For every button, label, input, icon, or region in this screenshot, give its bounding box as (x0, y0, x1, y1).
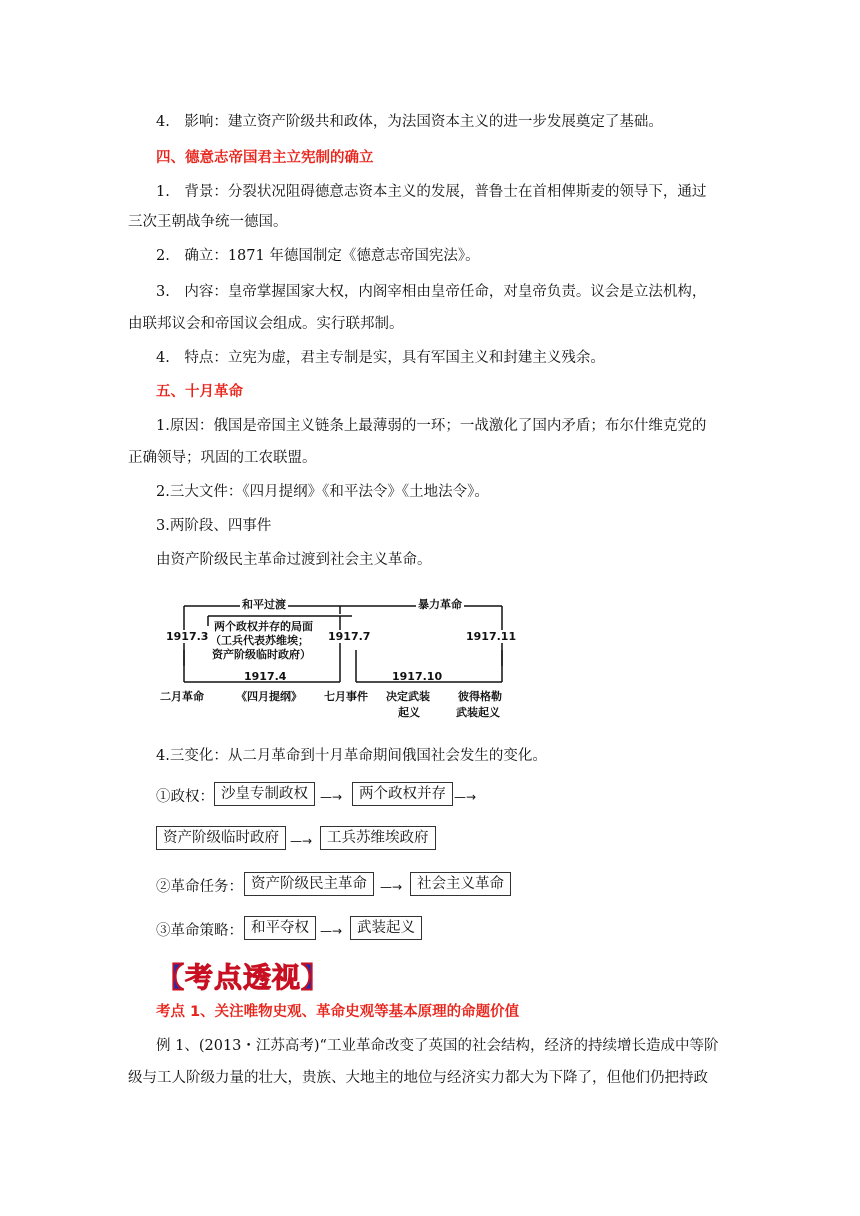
exam-point-banner (156, 956, 330, 996)
change-box: 社会主义革命 (410, 872, 511, 896)
timeline-date: 1917.7 (328, 630, 371, 643)
change-box: 和平夺权 (244, 916, 316, 940)
arrow-icon: —→ (320, 924, 343, 938)
text-line: 三次王朝战争统一德国。 (128, 214, 288, 230)
text-line: 3.两阶段、四事件 (156, 518, 272, 534)
arrow-icon: —→ (320, 790, 343, 804)
text-line: 由资产阶级民主革命过渡到社会主义革命。 (156, 552, 432, 568)
change-box: 两个政权并存 (352, 782, 453, 806)
timeline-event: 二月革命 (160, 690, 204, 703)
timeline-date: 1917.10 (392, 670, 443, 683)
timeline-diagram (160, 590, 520, 730)
timeline-date: 1917.4 (244, 670, 287, 683)
text-line: 3. 内容：皇帝掌握国家大权，内阁宰相由皇帝任命，对皇帝负责。议会是立法机构， (156, 284, 707, 300)
timeline-event: 七月事件 (324, 690, 368, 703)
change-box: 工兵苏维埃政府 (320, 826, 436, 850)
timeline-date: 1917.3 (166, 630, 209, 643)
power-label: ①政权： (156, 789, 214, 805)
section-heading: 五、十月革命 (156, 384, 243, 400)
exam-point-heading: 考点 1、关注唯物史观、革命史观等基本原理的命题价值 (156, 1004, 520, 1020)
timeline-event: 《四月提纲》 (236, 690, 302, 703)
change-box: 沙皇专制政权 (214, 782, 315, 806)
change-box: 资产阶级临时政府 (156, 826, 286, 850)
timeline-event: 决定武装 (386, 690, 430, 703)
arrow-icon: —→ (290, 834, 313, 848)
text-line: 2. 确立：1871 年德国制定《德意志帝国宪法》。 (156, 248, 480, 264)
timeline-dual-power: 两个政权并存的局面 (214, 620, 313, 633)
banner-text: 【考点透视】 (156, 961, 331, 994)
text-line: 4. 影响：建立资产阶级共和政体，为法国资本主义的进一步发展奠定了基础。 (156, 114, 663, 130)
text-line: 4. 特点：立宪为虚，君主专制是实，具有军国主义和封建主义残余。 (156, 350, 605, 366)
text-line: 1. 背景：分裂状况阻碍德意志资本主义的发展，普鲁士在首相俾斯麦的领导下，通过 (156, 184, 707, 200)
text-line: 4.三变化：从二月革命到十月革命期间俄国社会发生的变化。 (156, 748, 547, 764)
section-heading: 四、德意志帝国君主立宪制的确立 (156, 150, 374, 166)
arrow-icon: —→ (380, 880, 403, 894)
change-box: 武装起义 (350, 916, 422, 940)
timeline-dual-power: （工兵代表苏维埃； (210, 634, 309, 647)
timeline-dual-power: 资产阶级临时政府） (212, 648, 311, 661)
timeline-violence-label: 暴力革命 (418, 598, 462, 611)
example-text: 例 1、(2013・江苏高考)“工业革命改变了英国的社会结构，经济的持续增长造成中等阶 (156, 1038, 719, 1054)
strategy-label: ③革命策略： (156, 923, 243, 939)
arrow-icon: —→ (454, 790, 477, 804)
timeline-peace-label: 和平过渡 (242, 598, 286, 611)
text-line: 正确领导；巩固的工农联盟。 (128, 450, 317, 466)
timeline-event: 武装起义 (456, 706, 500, 719)
example-text: 级与工人阶级力量的壮大，贵族、大地主的地位与经济实力都大为下降了，但他们仍把持政 (128, 1070, 708, 1086)
timeline-date: 1917.11 (466, 630, 517, 643)
change-box: 资产阶级民主革命 (244, 872, 374, 896)
text-line: 由联邦议会和帝国议会组成。实行联邦制。 (128, 316, 404, 332)
text-line: 2.三大文件：《四月提纲》《和平法令》《土地法令》。 (156, 484, 489, 500)
timeline-event: 起义 (398, 706, 420, 719)
timeline-event: 彼得格勒 (458, 690, 502, 703)
text-line: 1.原因：俄国是帝国主义链条上最薄弱的一环；一战激化了国内矛盾；布尔什维克党的 (156, 418, 707, 434)
task-label: ②革命任务： (156, 879, 243, 895)
